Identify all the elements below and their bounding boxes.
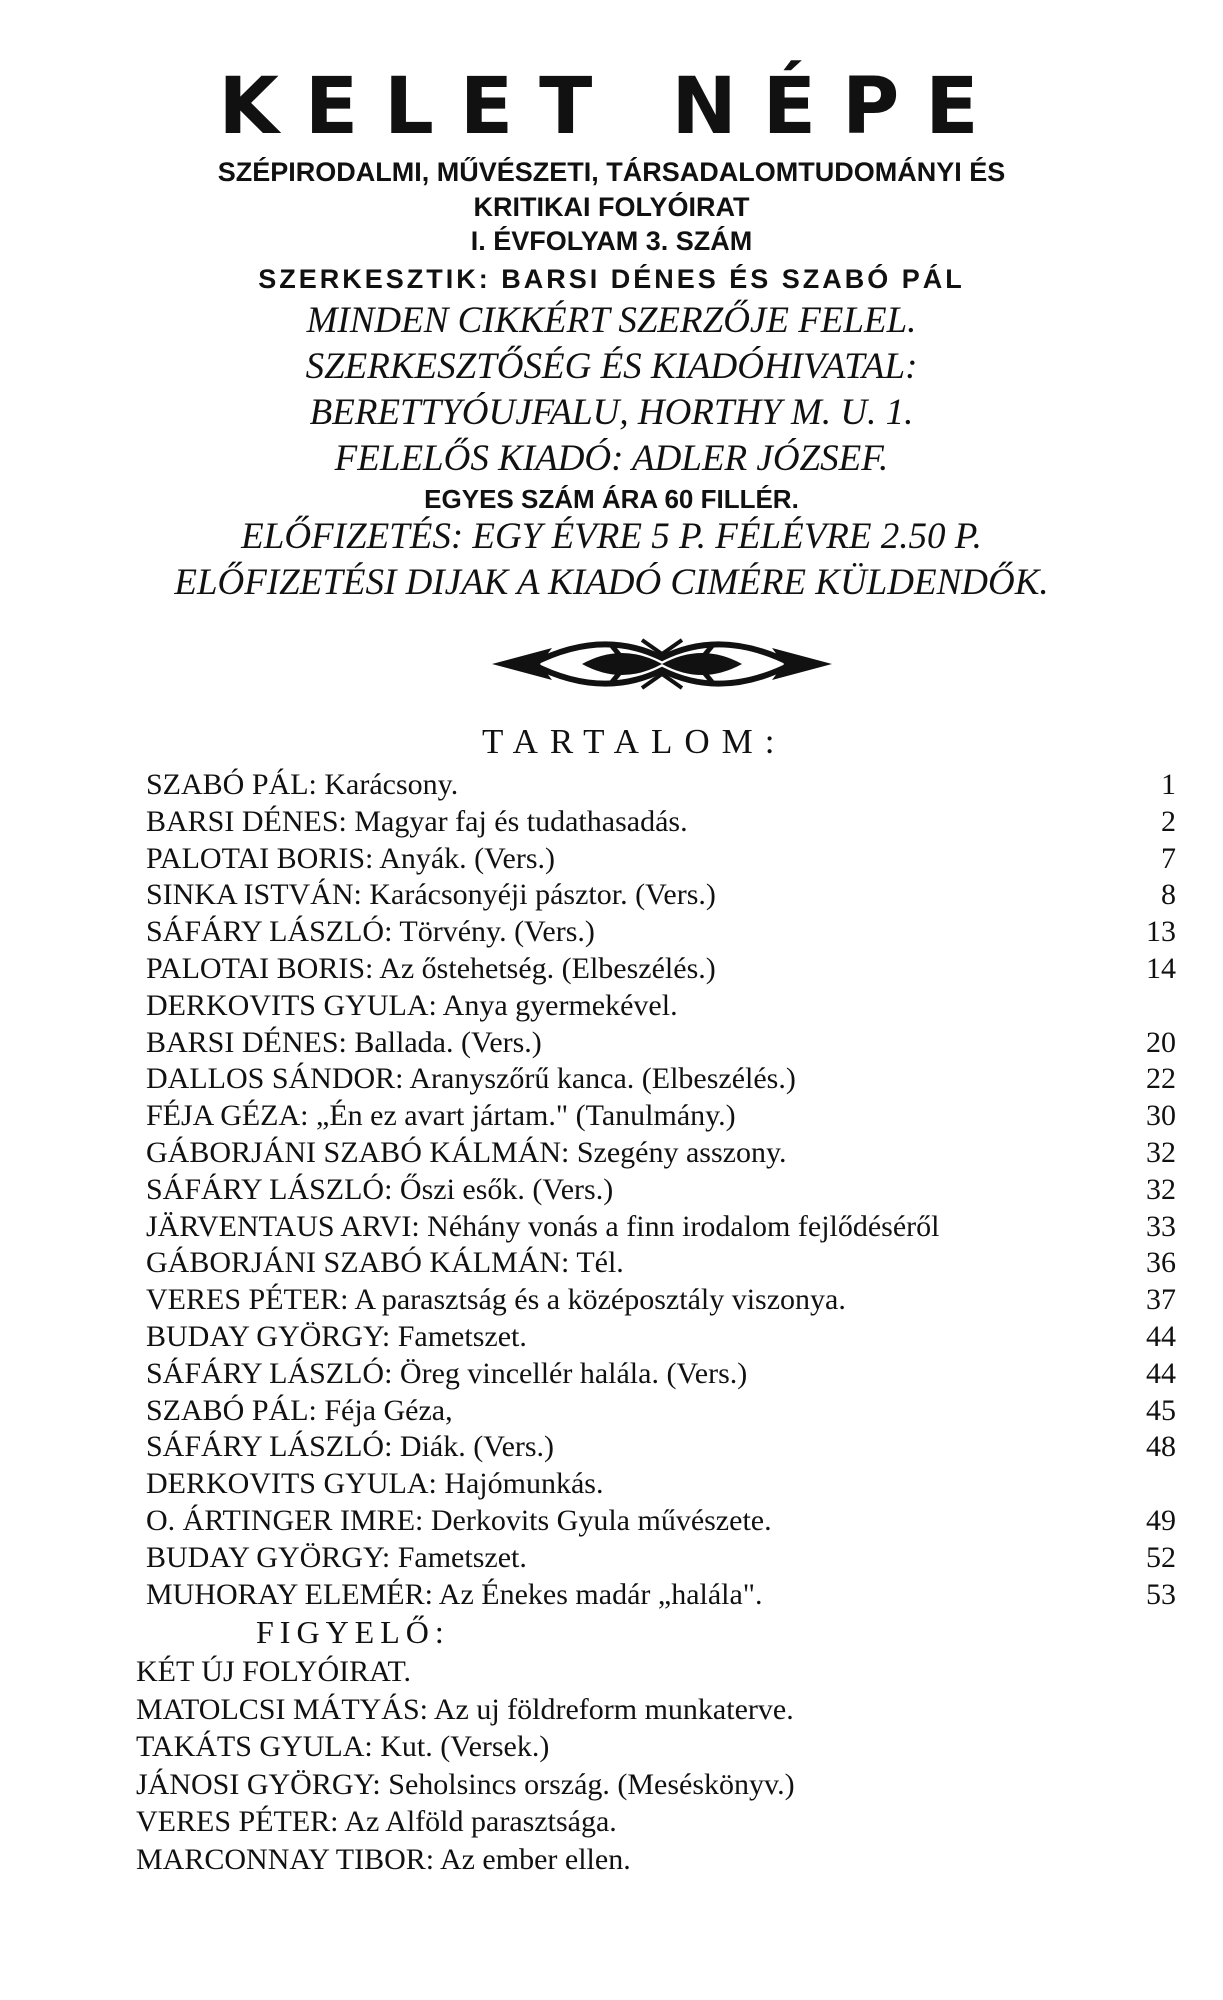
contents-entry — [146, 1025, 1176, 1062]
contents-entry — [146, 841, 1176, 878]
contents-entry-title: SINKA ISTVÁN: Karácsonyéji pásztor. (Vers.) — [146, 878, 716, 912]
figyelo-entry: MATOLCSI MÁTYÁS: Az uj földreform munkaterve. — [136, 1692, 794, 1726]
subtitle-line-2: KRITIKAI FOLYÓIRAT — [473, 192, 750, 222]
figyelo-entry: JÁNOSI GYÖRGY: Seholsincs ország. (Meséskönyv.) — [136, 1767, 795, 1801]
volume-line: I. ÉVFOLYAM 3. SZÁM — [470, 226, 753, 256]
contents-entry-title: GÁBORJÁNI SZABÓ KÁLMÁN: Szegény asszony. — [146, 1135, 787, 1169]
contents-entry-title: SÁFÁRY LÁSZLÓ: Őszi esők. (Vers.) — [146, 1172, 614, 1206]
contents-entry — [146, 1209, 1176, 1246]
contents-entry-page: 14 — [1146, 951, 1176, 985]
contents-entry-page: 49 — [1146, 1503, 1176, 1537]
address-line: BERETTYÓUJFALU, HORTHY M. U. 1. — [309, 392, 914, 433]
contents-entry-title: SÁFÁRY LÁSZLÓ: Törvény. (Vers.) — [146, 915, 595, 949]
publisher-line: FELELŐS KIADÓ: ADLER JÓZSEF. — [334, 438, 889, 479]
contents-entry — [146, 1429, 1176, 1466]
subscription-note-line: ELŐFIZETÉSI DIJAK A KIADÓ CIMÉRE KÜLDENDŐK. — [174, 562, 1049, 603]
contents-entry — [146, 1393, 1176, 1430]
contents-entry-page: 8 — [1161, 878, 1176, 912]
contents-entry-page: 2 — [1161, 804, 1176, 838]
contents-entry — [146, 1282, 1176, 1319]
contents-entry-page: 20 — [1146, 1025, 1176, 1059]
contents-entry — [146, 1245, 1176, 1282]
figyelo-entry: KÉT ÚJ FOLYÓIRAT. — [136, 1655, 412, 1688]
contents-entry — [146, 1172, 1176, 1209]
contents-entry-page: 44 — [1146, 1356, 1176, 1390]
contents-entry — [146, 1577, 1176, 1614]
contents-entry-page: 30 — [1146, 1099, 1176, 1133]
contents-entry-title: BUDAY GYÖRGY: Fametszet. — [146, 1319, 527, 1353]
contents-entry-title: VERES PÉTER: A parasztság és a középosztály viszonya. — [146, 1283, 846, 1317]
masthead-title: KELET NÉPE — [218, 62, 1005, 152]
contents-entry-page: 36 — [1146, 1246, 1176, 1280]
contents-entry-title: DALLOS SÁNDOR: Aranyszőrű kanca. (Elbeszélés.) — [146, 1062, 796, 1096]
figyelo-list — [136, 1654, 1136, 1879]
contents-entry-title: DERKOVITS GYULA: Anya gyermekével. — [146, 988, 678, 1022]
notice-line: MINDEN CIKKÉRT SZERZŐJE FELEL. — [306, 300, 917, 341]
contents-entry-page: 37 — [1146, 1283, 1176, 1317]
office-label-line: SZERKESZTŐSÉG ÉS KIADÓHIVATAL: — [305, 346, 918, 387]
contents-entry-title: FÉJA GÉZA: „Én ez avart jártam." (Tanulmány.) — [146, 1099, 736, 1133]
contents-entry-title: O. ÁRTINGER IMRE: Derkovits Gyula művészete. — [146, 1503, 772, 1537]
contents-entry-title: PALOTAI BORIS: Anyák. (Vers.) — [146, 841, 555, 875]
contents-entry-title: SZABÓ PÁL: Karácsony. — [146, 768, 459, 801]
contents-list — [146, 767, 1176, 1613]
contents-entry-page: 52 — [1146, 1540, 1176, 1574]
contents-entry-page: 33 — [1146, 1209, 1176, 1243]
subscription-line: ELŐFIZETÉS: EGY ÉVRE 5 P. FÉLÉVRE 2.50 P. — [241, 516, 982, 557]
contents-entry-title: MUHORAY ELEMÉR: Az Énekes madár „halála". — [146, 1577, 763, 1611]
contents-entry-title: SÁFÁRY LÁSZLÓ: Öreg vincellér halála. (Vers.) — [146, 1356, 748, 1390]
contents-entry — [146, 1098, 1176, 1135]
contents-entry — [146, 1466, 1176, 1503]
contents-entry-page: 32 — [1146, 1135, 1176, 1169]
figyelo-entry: MARCONNAY TIBOR: Az ember ellen. — [136, 1842, 631, 1876]
contents-entry-title: JÄRVENTAUS ARVI: Néhány vonás a finn irodalom fejlődéséről — [146, 1209, 940, 1243]
contents-entry-title: SZABÓ PÁL: Féja Géza, — [146, 1393, 453, 1427]
contents-entry-page: 22 — [1146, 1062, 1176, 1096]
contents-entry — [146, 1356, 1176, 1393]
contents-entry-page: 7 — [1161, 841, 1176, 875]
contents-entry-title: GÁBORJÁNI SZABÓ KÁLMÁN: Tél. — [146, 1246, 624, 1280]
contents-entry-page: 32 — [1146, 1172, 1176, 1206]
figyelo-entry: TAKÁTS GYULA: Kut. (Versek.) — [136, 1730, 550, 1763]
contents-entry-page: 53 — [1146, 1577, 1176, 1611]
contents-entry — [146, 1503, 1176, 1540]
contents-entry — [146, 1135, 1176, 1172]
contents-entry-page: 45 — [1146, 1393, 1176, 1427]
contents-entry — [146, 1061, 1176, 1098]
figyelo-heading: FIGYELŐ: — [256, 1614, 450, 1650]
contents-heading: TARTALOM: — [482, 722, 787, 761]
contents-entry — [146, 988, 1176, 1025]
contents-entry — [146, 1319, 1176, 1356]
subtitle-line-1: SZÉPIRODALMI, MŰVÉSZETI, TÁRSADALOMTUDOMÁNYI ÉS — [217, 157, 1006, 187]
figyelo-entry: VERES PÉTER: Az Alföld parasztsága. — [136, 1805, 617, 1838]
contents-entry — [146, 1540, 1176, 1577]
contents-entry-page: 44 — [1146, 1319, 1176, 1353]
contents-entry-title: BUDAY GYÖRGY: Fametszet. — [146, 1540, 527, 1574]
contents-entry-title: DERKOVITS GYULA: Hajómunkás. — [146, 1467, 604, 1501]
decorative-ornament — [492, 636, 832, 692]
price-line: EGYES SZÁM ÁRA 60 FILLÉR. — [424, 484, 799, 514]
contents-entry-page: 1 — [1161, 768, 1176, 801]
contents-entry — [146, 767, 1176, 804]
contents-entry-page: 13 — [1146, 915, 1176, 949]
contents-entry-title: BARSI DÉNES: Ballada. (Vers.) — [146, 1025, 542, 1059]
contents-entry-page: 48 — [1146, 1430, 1176, 1464]
contents-entry-title: PALOTAI BORIS: Az őstehetség. (Elbeszélés.) — [146, 951, 716, 985]
contents-entry — [146, 951, 1176, 988]
contents-entry-title: SÁFÁRY LÁSZLÓ: Diák. (Vers.) — [146, 1430, 555, 1464]
contents-entry-title: BARSI DÉNES: Magyar faj és tudathasadás. — [146, 804, 688, 838]
contents-entry — [146, 914, 1176, 951]
contents-entry — [146, 877, 1176, 914]
editors-line: SZERKESZTIK: BARSI DÉNES ÉS SZABÓ PÁL — [258, 264, 965, 294]
contents-entry — [146, 804, 1176, 841]
